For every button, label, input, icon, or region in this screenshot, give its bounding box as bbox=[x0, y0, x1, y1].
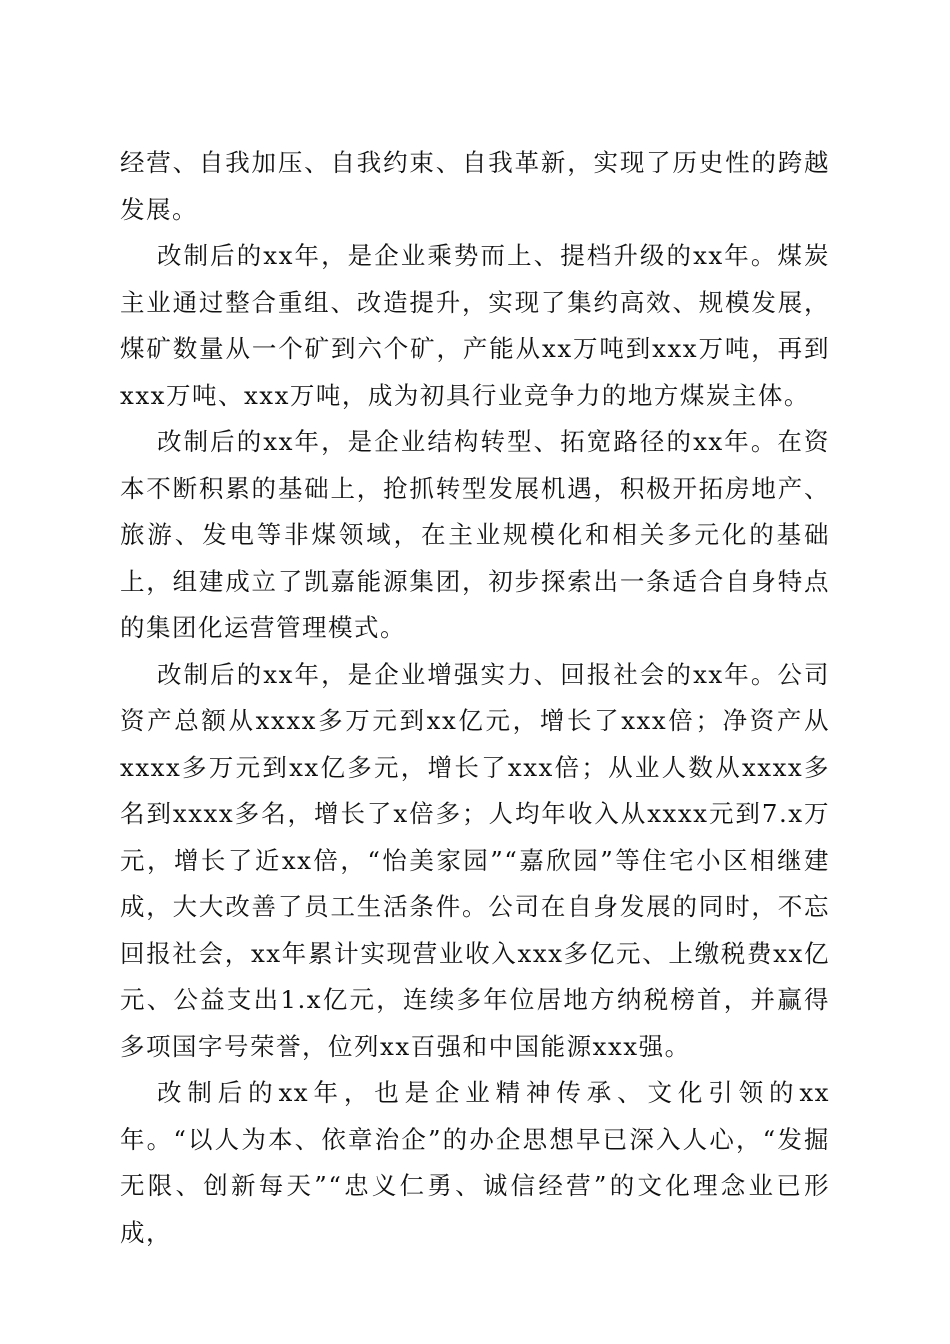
paragraph-strength-and-society: 改制后的xx年，是企业增强实力、回报社会的xx年。公司资产总额从xxxx多万元到xx亿元，增长了xxx倍；净资产从xxxx多万元到xx亿多元，增长了xxx倍；从业人数从xxxx多名到xxxx多名，增长了x倍多；人均年收入从xxxx元到7.x万元，增长了近xx倍，“怡美家园”“嘉欣园”等住宅小区相继建成，大大改善了员工生活条件。公司在自身发展的同时，不忘回报社会，xx年累计实现营业收入xxx多亿元、上缴税费xx亿元、公益支出1.x亿元，连续多年位居地方纳税榜首，并赢得多项国字号荣誉，位列xx百强和中国能源xxx强。 bbox=[120, 659, 830, 1061]
document-body bbox=[120, 140, 830, 1256]
paragraph-culture: 改制后的xx年，也是企业精神传承、文化引领的xx年。“以人为本、依章治企”的办企思想早已深入人心，“发掘无限、创新每天”“忠义仁勇、诚信经营”的文化理念业已形成， bbox=[120, 1078, 830, 1247]
paragraph-coal-industry: 改制后的xx年，是企业乘势而上、提档升级的xx年。煤炭主业通过整合重组、改造提升，实现了集约高效、规模发展，煤矿数量从一个矿到六个矿，产能从xx万吨到xxx万吨，再到xxx万吨、xxx万吨，成为初具行业竞争力的地方煤炭主体。 bbox=[120, 241, 830, 410]
paragraph-continuation: 经营、自我加压、自我约束、自我革新，实现了历史性的跨越发展。 bbox=[120, 148, 830, 224]
paragraph-structural-transformation: 改制后的xx年，是企业结构转型、拓宽路径的xx年。在资本不断积累的基础上，抢抓转型发展机遇，积极开拓房地产、旅游、发电等非煤领域，在主业规模化和相关多元化的基础上，组建成立了凯嘉能源集团，初步探索出一条适合自身特点的集团化运营管理模式。 bbox=[120, 427, 830, 642]
